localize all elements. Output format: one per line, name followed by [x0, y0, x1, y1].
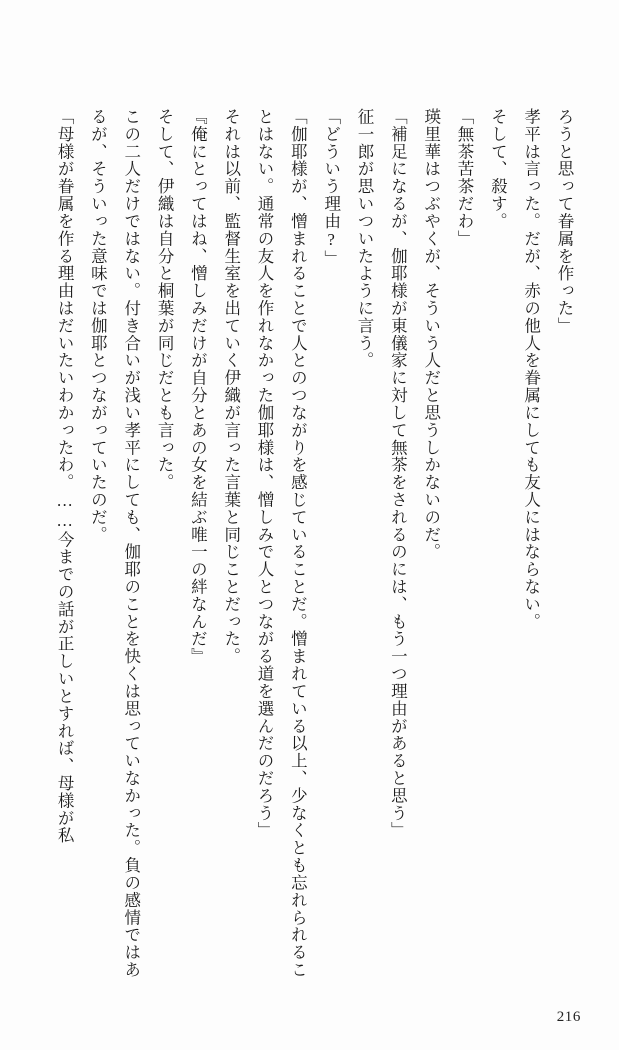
paragraph: それは以前、監督生室を出ていく伊織が言った言葉と同じことだった。 [221, 108, 241, 666]
paragraph: 「どういう理由?」 [321, 108, 341, 268]
paragraph: 『俺にとってはね、憎しみだけが自分とあの女を結ぶ唯一の絆なんだ』 [188, 108, 208, 666]
paragraph: 瑛里華はつぶやくが、そういう人だと思うしかないのだ。 [421, 108, 441, 561]
paragraph: そして、伊織は自分と桐葉が同じだとも言った。 [155, 108, 175, 491]
paragraph: 「伽耶様が、憎まれることで人とのつながりを感じていることだ。憎まれている以上、少なくとも忘れられることはない。通常の友人を作れなかった伽耶様は、憎しみで人とつながる道を選んだのだろう」 [255, 108, 308, 979]
page-number: 216 [556, 1009, 581, 1025]
novel-body-text [46, 108, 581, 988]
paragraph: 「母様が眷属を作る理由はだいたいわかったわ。……今までの話が正しいとすれば、母様が私 [55, 108, 75, 845]
paragraph: この二人だけではない。付き合いが浅い孝平にしても、伽耶のことを快くは思っていなかった。負の感情ではあるが、そういった意味では伽耶とつながっていたのだ。 [88, 108, 141, 979]
paragraph: 「補足になるが、伽耶様が東儀家に対して無茶をされるのには、もう一つ理由があると思う」 [388, 108, 408, 840]
paragraph: ろうと思って眷属を作った」 [555, 108, 574, 335]
paragraph: 「無茶苦茶だわ」 [455, 108, 475, 248]
paragraph: そして、殺す。 [488, 108, 508, 230]
paragraph: 孝平は言った。だが、赤の他人を眷属にしても友人にはならない。 [521, 108, 541, 631]
paragraph: 征一郎が思いついたように言う。 [355, 108, 375, 370]
